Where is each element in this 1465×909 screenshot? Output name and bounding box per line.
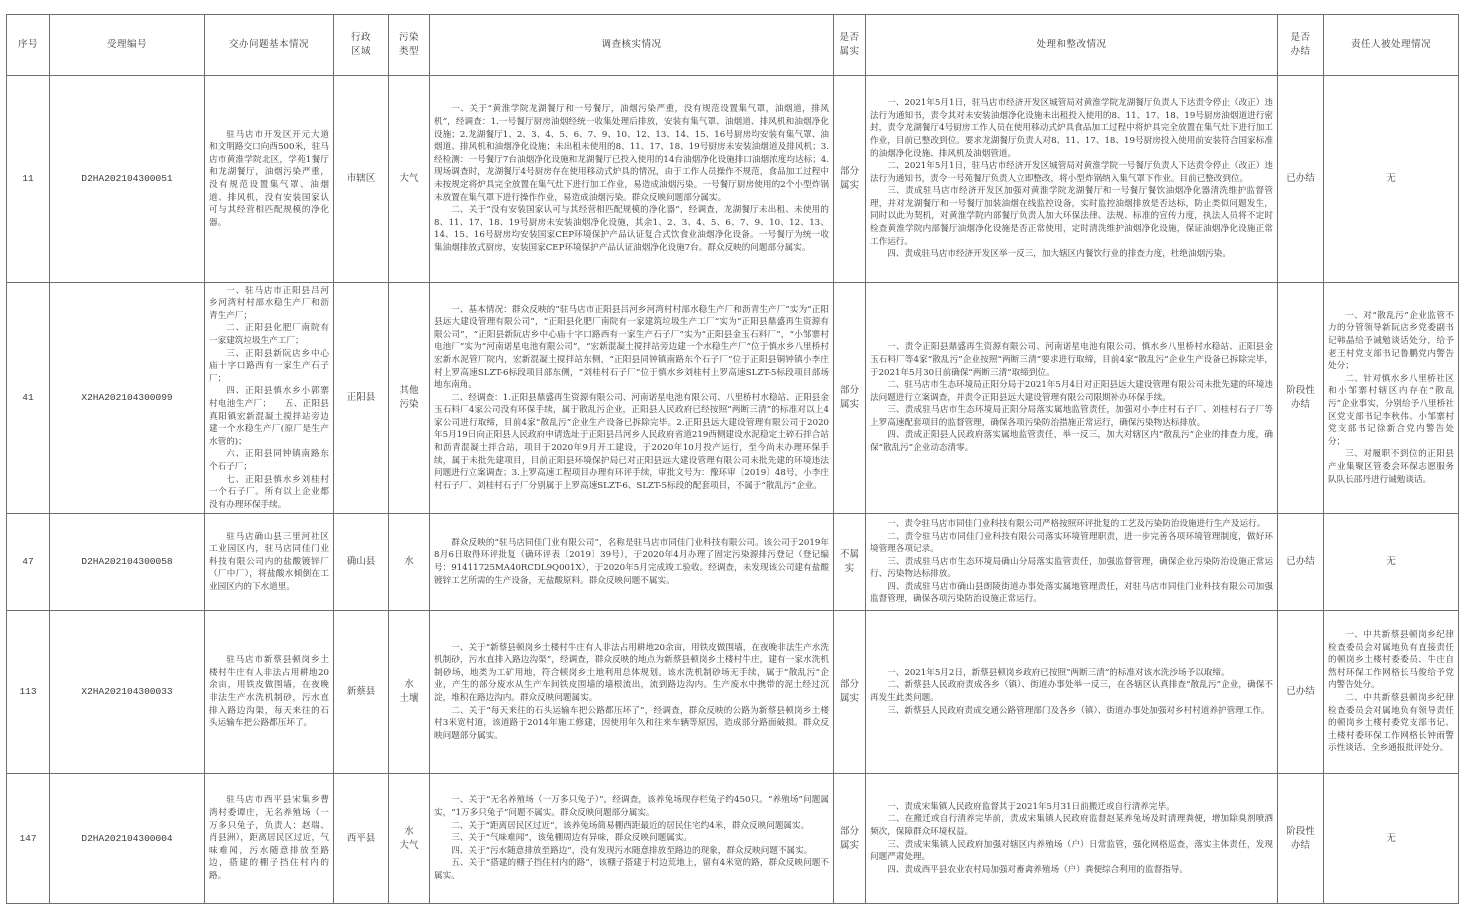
cell-handling-paragraph: 四、责成驻马店市确山县朗陵街道办事处落实属地管理责任，对驻马店市同佳门业科技有限公司加强监督管理，确保各项污染防治设施正常运行。 — [870, 581, 1273, 605]
cell-seq: 147 — [7, 774, 50, 904]
cell-handling — [866, 774, 1278, 904]
cell-issue — [205, 283, 334, 514]
cell-pollution-type: 水 土壤 — [389, 611, 430, 774]
cell-investigation-paragraph: 一、关于“黄淮学院龙湖餐厅和一号餐厅，油烟污染严重，没有规范设置集气罩，油烟道，排风机”，经调查：1.一号餐厅厨房油烟经统一收集处理后排放，安装有集气罩、油烟道、排风机和油烟净化设施；2.龙湖餐厅1、2、3、4、5、6、7、9、10、12、13、14、15、16号厨房均安装有集气罩、油烟道、排风机和油烟净化设施；未出租未使用的8、11、17、18、19号厨房未安装油烟道及排风机；3.经检测：一号餐厅7台油烟净化设施和龙湖餐厅已投入使用的14台油烟净化设施排口油烟浓度均达标；4.现场调查时，龙湖餐厅4号厨房存在使用移动式炉具的情况，由于工作人员操作不规范，食品加工过程中未按规定将炉具完全放置在集气灶下进行加工作业，易造成油烟污染。一号餐厅厨房使用的2个小型炸锅未放置在集气罩下进行操作作业，易造成油烟污染。群众反映问题部分属实。 — [434, 104, 829, 203]
case-report-table — [6, 14, 1459, 904]
cell-closed: 阶段性 办结 — [1278, 283, 1324, 514]
cell-issue-paragraph: 驻马店市开发区开元大道和文明路交口向西500米，驻马店市黄淮学院北区，学苑1餐厅和龙湖餐厅，油烟污染严重，没有规范设置集气罩、油烟道、排风机，没有安装国家认可与其经营相匹配规模的净化器。 — [209, 129, 329, 228]
cell-case-id: X2HA202104300099 — [50, 283, 205, 514]
cell-handling-paragraph: 三、责成宋集镇人民政府加强对辖区内养殖场（户）日常监管，强化网格巡查，落实主体责任，发现问题严肃处理。 — [870, 839, 1273, 863]
cell-issue-paragraph: 四、正阳县慎水乡小郭寨村电池生产厂； 五、正阳县真阳镇宏新混凝土搅拌站旁边建一个水稳生产厂(原厂是生产水管的)； — [209, 386, 329, 447]
table-body — [7, 76, 1459, 904]
cell-issue-paragraph: 一、驻马店市正阳县吕河乡河湾村村部水稳生产厂和沥青生产厂； — [209, 285, 329, 321]
cell-handling-paragraph: 三、责成驻马店市生态环境局确山分局落实监管责任，加强监督管理，确保企业污染防治设施正常运行、污染物达标排放。 — [870, 556, 1273, 580]
cell-investigation-paragraph: 五、关于“搭建的棚子挡住村内的路”，该棚子搭建于村边荒地上，留有4米宽的路，群众反映问题不属实。 — [434, 858, 829, 881]
cell-handling-paragraph: 二、新蔡县人民政府责成各乡（镇）、街道办事处举一反三，在各辖区认真排查“散乱污”企业，确保不再发生此类问题。 — [870, 680, 1273, 703]
cell-handling-paragraph: 二、驻马店市生态环境局正阳分局于2021年5月4日对正阳县远大建设管理有限公司未批先建的环境违法问题进行立案调查，并责令正阳县远大建设管理有限公司限期补办环保手续。 — [870, 380, 1273, 403]
cell-handling — [866, 611, 1278, 774]
cell-closed: 已办结 — [1278, 76, 1324, 283]
cell-investigation-paragraph: 一、关于“新蔡县顿岗乡土楼村牛庄有人非法占用耕地20余亩，用铁皮做围墙，在夜晚非法生产水洗机制砂，污水直排入路边沟渠”，经调查，群众反映的地点为新蔡县顿岗乡土楼村牛庄，建有一家水洗机制砂场，地类为工矿用地，符合顿岗乡土地利用总体规划。该水洗机制砂场无手续，属于“散乱污”企业，产生的部分废水从生产车间铁皮围墙的墙根流出，流到路边沟内。生产废水中携带的泥土经过沉淀，堆积在路边沟内。群众反映问题属实。 — [434, 642, 829, 703]
cell-pollution-type: 水 大气 — [389, 774, 430, 904]
cell-issue-paragraph: 六、正阳县同钟镇南路东个石子厂； — [209, 449, 329, 472]
cell-handling-paragraph: 三、责成驻马店市生态环境局正阳分局落实属地监管责任，加强对小李庄村石子厂、刘桂村石子厂等上罗高速配套项目的监督管理，确保各项污染防治措施正常运行，确保污染物达标排放。 — [870, 405, 1273, 428]
cell-issue — [205, 514, 334, 611]
cell-investigation-paragraph: 四、关于“污水随意排放至路边”，没有发现污水随意排放至路边的现象，群众反映问题不属实。 — [451, 845, 813, 856]
cell-handling-paragraph: 四、责成西平县农业农村局加强对畜禽养殖场（户）粪便综合利用的监督指导。 — [887, 864, 1188, 875]
header-row — [7, 15, 1459, 76]
cell-district: 西平县 — [334, 774, 389, 904]
table-row — [7, 514, 1459, 611]
cell-case-id: D2HA202104300004 — [50, 774, 205, 904]
cell-issue — [205, 774, 334, 904]
cell-verified: 部分 属实 — [834, 283, 866, 514]
cell-investigation-paragraph: 三、关于“气味难闻”，该兔棚周边有异味，群众反映问题属实。 — [451, 833, 693, 844]
cell-handling-paragraph: 四、责成驻马店市经济开发区举一反三，加大辖区内餐饮行业的排查力度，杜绝油烟污染。 — [887, 249, 1231, 260]
cell-accountability-paragraph: 一、对“散乱污”企业监管不力的分管领导新阮店乡党委副书记韩晶给予诫勉谈话处分，给予老王村党支部书记鲁鹏党内警告处分； — [1328, 310, 1454, 372]
cell-district: 正阳县 — [334, 283, 389, 514]
cell-verified: 部分 属实 — [834, 611, 866, 774]
cell-handling-paragraph: 二、责令驻马店市同佳门业科技有限公司落实环境管理职责，进一步完善各项环境管理制度，做好环境管理各项记录。 — [870, 531, 1273, 555]
cell-pollution-type: 大气 — [389, 76, 430, 283]
cell-handling-paragraph: 一、责成宋集镇人民政府监督其于2021年5月31日前搬迁或自行清养完毕。 — [887, 801, 1175, 812]
cell-verified: 部分 属实 — [834, 774, 866, 904]
cell-accountability-paragraph: 三、对履职不到位的正阳县产业集聚区管委会环保志愿服务队队长邵丹进行诫勉谈话。 — [1328, 449, 1454, 485]
table-row — [7, 611, 1459, 774]
cell-issue — [205, 611, 334, 774]
cell-accountability: 无 — [1324, 76, 1459, 283]
cell-investigation-paragraph: 二、关于“每天来往的石头运输车把公路都压坏了”，经调查，群众反映的公路为新蔡县顿岗乡土楼村3米宽村道，该道路于2014年施工修建，因使用年久和往来车辆等原因，造成部分路面破损。群众反映问题部分属实。 — [434, 705, 829, 741]
cell-accountability — [1324, 283, 1459, 514]
cell-seq: 47 — [7, 514, 50, 611]
cell-issue-paragraph: 驻马店确山县三里河社区工业园区内，驻马店同佳门业科技有限公司内的盐酸镀锌厂（厂中厂），将盐酸水倾倒在工业园区内的下水道里。 — [209, 531, 329, 592]
header-seq: 序号 — [7, 15, 50, 76]
cell-investigation — [430, 774, 834, 904]
cell-accountability-paragraph: 二、中共新蔡县顿岗乡纪律检查委员会对属地负有领导责任的顿岗乡土楼村委党支部书记、土楼村委环保工作网格长钟雨警示性谈话、全乡通报批评处分。 — [1328, 693, 1454, 754]
header-handling: 处理和整改情况 — [866, 15, 1278, 76]
cell-verified: 部分 属实 — [834, 76, 866, 283]
header-accountability: 责任人被处理情况 — [1324, 15, 1459, 76]
cell-seq: 41 — [7, 283, 50, 514]
cell-handling-paragraph: 一、2021年5月2日，新蔡县顿岗乡政府已按照“两断三清”的标准对该水洗沙场予以取缔。 — [887, 667, 1230, 678]
cell-investigation — [430, 76, 834, 283]
cell-case-id: D2HA202104300051 — [50, 76, 205, 283]
cell-accountability: 无 — [1324, 514, 1459, 611]
cell-handling-paragraph: 一、责令正阳县鼎盛再生资源有限公司、河南诺星电池有限公司、慎水乡八里桥村水稳站、正阳县金玉石料厂等4家“散乱污”企业按照“两断三清”要求进行取缔，目前4家“散乱污”企业生产设备已拆除完毕，于2021年5月30日前确保“两断三清”取缔到位。 — [870, 342, 1273, 378]
cell-verified: 不属 实 — [834, 514, 866, 611]
cell-closed: 已办结 — [1278, 514, 1324, 611]
cell-handling — [866, 283, 1278, 514]
cell-handling-paragraph: 二、在搬迁或自行清养完毕前，责成宋集镇人民政府监督赵某养兔场及时清理粪便，增加除臭剂喷洒频次，保障群众环境权益。 — [870, 814, 1273, 837]
cell-investigation-paragraph: 二、关于“距离居民区过近”，该养兔场简易棚西距最近的居民住宅约4米，群众反映问题属实。 — [451, 820, 810, 831]
header-district: 行政 区域 — [334, 15, 389, 76]
table-row — [7, 774, 1459, 904]
cell-investigation — [430, 283, 834, 514]
cell-handling — [866, 76, 1278, 283]
cell-handling — [866, 514, 1278, 611]
header-issue: 交办问题基本情况 — [205, 15, 334, 76]
header-closed: 是否 办结 — [1278, 15, 1324, 76]
cell-handling-paragraph: 三、新蔡县人民政府责成交通公路管理部门及各乡（镇）、街道办事处加强对乡村村道养护管理工作。 — [887, 705, 1270, 716]
cell-investigation-paragraph: 二、关于“没有安装国家认可与其经营相匹配规模的净化器”，经调查，龙湖餐厅未出租、未使用的8、11、17、18、19号厨房未安装油烟净化设施，其余1、2、3、4、5、6、7、9、10、12、13、14、15、16号厨房均安装国家CEP环境保护产品认证复合式饮食业油烟净化设备。一号餐厅为统一收集油烟排放式厨房，安装国家CEP环境保护产品认证油烟净化设施7台。群众反映的问题部分属实。 — [434, 205, 829, 253]
cell-issue-paragraph: 驻马店市新蔡县顿岗乡土楼村牛庄有人非法占用耕地20余亩，用铁皮做围墙，在夜晚非法生产水洗机制砂，污水直排入路边沟渠，每天来往的石头运输车把公路都压坏了。 — [209, 655, 329, 729]
cell-handling-paragraph: 二、2021年5月1日，驻马店市经济开发区城管局对黄淮学院一号餐厅负责人下达责令停止（改正）违法行为通知书，责令一号苑餐厅负责人立即整改，将小型炸锅纳入集气罩下作业。目前已整改到位。 — [870, 161, 1273, 184]
cell-investigation — [430, 514, 834, 611]
cell-handling-paragraph: 四、责成正阳县人民政府落实属地监管责任，举一反三，加大对辖区内“散乱污”企业的排查力度，确保“散乱污”企业动态清零。 — [870, 430, 1273, 454]
cell-seq: 113 — [7, 611, 50, 774]
header-verified: 是否 属实 — [834, 15, 866, 76]
cell-pollution-type: 水 — [389, 514, 430, 611]
cell-issue-paragraph: 二、正阳县化肥厂南院有一家建筑垃圾生产工厂； — [209, 323, 329, 347]
header-case-id: 受理编号 — [50, 15, 205, 76]
cell-district: 市辖区 — [334, 76, 389, 283]
header-pollution-type: 污染 类型 — [389, 15, 430, 76]
cell-issue-paragraph: 三、正阳县新阮店乡中心庙十字口路西有一家生产石子厂； — [209, 348, 329, 384]
table-row — [7, 283, 1459, 514]
cell-closed: 阶段性 办结 — [1278, 774, 1324, 904]
cell-handling-paragraph: 三、责成驻马店市经济开发区加强对黄淮学院龙湖餐厅和一号餐厅餐饮油烟净化器清洗维护监督管理，并对龙湖餐厅和一号餐厅加装油烟在线监控设备，实时监控油烟排放是否达标，防止类似问题发生，同时以此为契机，对黄淮学院内部餐厅负责人加大环保法律、法规、标准的宣传力度，执法人员将不定时检查黄淮学院内部餐厅油烟净化设施是否正常使用，定时清洗维护油烟净化设施，保证油烟净化设施正常工作运行。 — [870, 186, 1273, 247]
cell-investigation-paragraph: 一、基本情况：群众反映的“驻马店市正阳县吕河乡河湾村村部水稳生产厂和沥青生产厂”实为“正阳县远大建设管理有限公司”，“正阳县化肥厂南院有一家建筑垃圾生产工厂”实为“正阳县鼎盛再生资源有限公司”，“正阳县新阮店乡中心庙十字口路西有一家生产石子厂”实为“正阳县金玉石料厂”，“小邹寨村电池厂”实为“河南诺星电池有限公司”，“宏新混凝土搅拌站旁边建一个水稳生产厂”位于慎水乡八里桥村宏新水泥管厂院内，宏新混凝土搅拌站东侧，“正阳县同钟镇南路东个石子厂”位于正阳县铜钟镇小李庄村上罗高速SLZT-6标段项目部东侧，“刘桂村石子厂”位于慎水乡刘桂村上罗高速SLZT-5标段项目部场地东南角。 — [434, 304, 829, 391]
cell-district: 确山县 — [334, 514, 389, 611]
cell-investigation-paragraph: 一、关于“无名养殖场（一万多只兔子）”，经调查，该养兔场现存栏兔子约450只。“养殖场”问题属实，“1万多只兔子”问题不属实。群众反映问题部分属实。 — [434, 795, 829, 819]
cell-issue — [205, 76, 334, 283]
cell-case-id: D2HA202104300058 — [50, 514, 205, 611]
cell-seq: 11 — [7, 76, 50, 283]
cell-accountability-paragraph: 二、针对慎水乡八里桥社区和小邹寨村辖区内存在“散乱污”企业事实，分别给予八里桥社区党支部书记李秋伟、小邹寨村党支部书记徐新合党内警告处分； — [1328, 373, 1454, 447]
header-investigation: 调查核实情况 — [430, 15, 834, 76]
cell-accountability — [1324, 611, 1459, 774]
cell-issue-paragraph: 驻马店市西平县宋集乡曹湾村委谭庄，无名养殖场（一万多只兔子，负责人：赵瑞、肖县洲），距离居民区过近，气味难闻，污水随意排放至路边，搭建的棚子挡住村内的路。 — [209, 795, 329, 881]
cell-issue-paragraph: 七、正阳县慎水乡刘桂村一个石子厂。所有以上企业都没有办理环保手续。 — [209, 474, 329, 510]
table-row — [7, 76, 1459, 283]
cell-investigation — [430, 611, 834, 774]
cell-investigation-paragraph: 二、经调查：1.正阳县鼎盛再生资源有限公司、河南诺星电池有限公司、八里桥村水稳站、正阳县金玉石料厂4家公司没有环保手续，属于散乱污企业，正阳县人民政府已经按照“两断三清”的标准对以上4家公司进行取缔，目前4家“散乱污”企业生产设备已拆除完毕。2.正阳县远大建设管理有限公司于2020年5月19日向正阳县人民政府申请选址于正阳县吕河乡人民政府省道219西侧建设水泥稳定土碎石拌合站和沥青混凝土拌合站，项目于2020年9月开工建设，于2020年10月投产运行，至今尚未办理环保手续，属于未批先建项目，目前正阳县环境保护局已对正阳县远大建设管理有限公司未批先建的环境违法问题进行立案调查；3.上罗高速工程项目办理有环评手续，审批文号为：豫环审〔2019〕48号，小李庄村石子厂、刘桂村石子厂分别属于上罗高速SLZT-6、SLZT-5标段的配套项目，不属于“散乱污”企业。 — [434, 392, 829, 491]
cell-handling-paragraph: 一、2021年5月1日，驻马店市经济开发区城管局对黄淮学院龙湖餐厅负责人下达责令停止（改正）违法行为通知书，责令其对未安装油烟净化设施未出租投入使用的8、11、17、18、19号厨房油烟道进行密封，责令龙湖餐厅4号厨房工作人员在使用移动式炉具食品加工过程中将炉具完全放置在集气灶下进行加工作业，目前已整改到位。要求龙湖餐厅负责人对8、11、17、18、19号厨房投入使用前安装符合国家标准的油烟净化设施、排风机及油烟管道。 — [870, 98, 1273, 159]
cell-handling-paragraph: 一、责令驻马店市同佳门业科技有限公司严格按照环评批复的工艺及污染防治设施进行生产及运行。 — [887, 518, 1266, 529]
cell-accountability: 无 — [1324, 774, 1459, 904]
cell-case-id: X2HA202104300033 — [50, 611, 205, 774]
cell-closed: 已办结 — [1278, 611, 1324, 774]
cell-pollution-type: 其他 污染 — [389, 283, 430, 514]
cell-district: 新蔡县 — [334, 611, 389, 774]
cell-investigation-paragraph: 群众反映的“驻马店同佳门业有限公司”，名称是驻马店市同佳门业科技有限公司。该公司于2019年8月6日取得环评批复（确环评表〔2019〕39号），于2020年4月办理了固定污染源排污登记（登记编号：91411725MA40RCDL9Q001X），于2020年5月完成竣工验收。经调查，未发现该公司建有盐酸镀锌工艺所需的生产设备，无盐酸原料。群众反映问题不属实。 — [434, 537, 829, 586]
cell-accountability-paragraph: 一、中共新蔡县顿岗乡纪律检查委员会对属地负有直接责任的顿岗乡土楼村委委员、牛庄自然村环保工作网格长马俊给予党内警告处分。 — [1328, 630, 1454, 691]
